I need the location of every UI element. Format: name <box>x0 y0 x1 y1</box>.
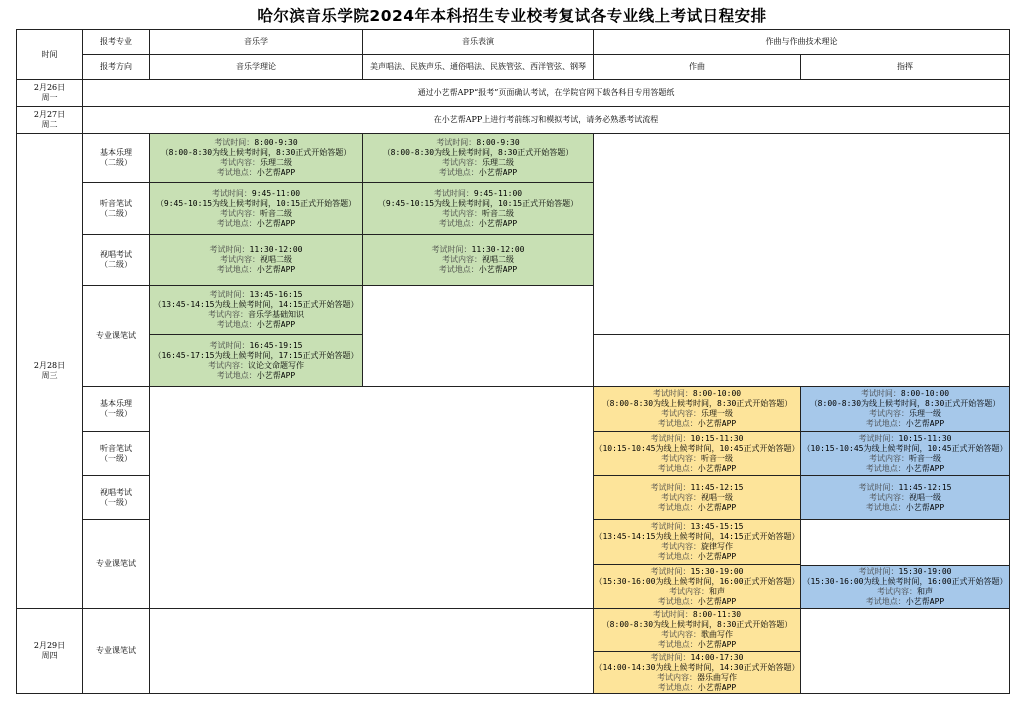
exam-time <box>594 483 800 493</box>
exam-time <box>594 610 800 620</box>
date: 2月28日 <box>33 361 66 370</box>
exam-detail <box>150 199 362 209</box>
exam-time-value: 15:30-19:00 <box>898 567 952 576</box>
exam-cell <box>594 520 801 565</box>
exam-content-value: 视唱二级 <box>482 255 514 264</box>
exam-time-value: 9:45-11:00 <box>473 188 523 198</box>
exam-time-value: 11:30-12:00 <box>471 245 525 254</box>
exam-place <box>594 552 800 562</box>
exam-time <box>594 434 800 444</box>
exam-detail-value: （13:45-14:15为线上候考时间，14:15正式开始答题） <box>594 532 800 541</box>
exam-place-label: 考试地点： <box>657 419 698 428</box>
exam-detail <box>594 399 800 409</box>
exam-time-label: 考试时间： <box>650 652 691 662</box>
exam-detail <box>594 620 800 630</box>
exam-detail-value: （13:45-14:15为线上候考时间，14:15正式开始答题） <box>153 300 359 309</box>
exam-place <box>363 265 593 275</box>
weekday: 周一 <box>41 93 58 102</box>
exam-place-value: 小艺帮APP <box>256 168 296 177</box>
exam-place <box>594 683 800 693</box>
exam-place-value: 小艺帮APP <box>478 218 518 228</box>
empty-cell <box>801 609 1010 694</box>
exam-content-label: 考试内容： <box>661 453 701 463</box>
exam-content-value: 乐理二级 <box>260 158 292 167</box>
exam-content-value: 旋律写作 <box>701 542 733 551</box>
exam-content-label: 考试内容： <box>869 453 909 463</box>
exam-content <box>801 493 1009 503</box>
exam-place <box>594 597 800 607</box>
exam-time <box>594 567 800 577</box>
exam-content-label: 考试内容： <box>661 492 701 502</box>
exam-time <box>801 567 1009 577</box>
exam-content-value: 乐理二级 <box>482 158 514 167</box>
exam-time-value: 13:45-16:15 <box>249 290 303 299</box>
header-major-music-studies: 音乐学 <box>150 30 363 55</box>
exam-cell <box>363 235 594 286</box>
header-time: 时间 <box>17 30 83 80</box>
exam-time-value: 14:00-17:30 <box>690 652 744 662</box>
exam-place-value: 小艺帮APP <box>697 463 737 473</box>
exam-cell <box>594 609 801 652</box>
exam-time-value: 10:15-11:30 <box>690 433 744 443</box>
exam-time-label: 考试时间： <box>214 138 255 147</box>
exam-time-label: 考试时间： <box>209 340 250 350</box>
exam-time-label: 考试时间： <box>858 482 899 492</box>
exam-time-value: 15:30-19:00 <box>690 566 744 576</box>
exam-content <box>594 454 800 464</box>
exam-place <box>594 419 800 429</box>
exam-place-value: 小艺帮APP <box>697 596 737 606</box>
exam-time-value: 9:45-11:00 <box>251 188 301 198</box>
schedule-table <box>16 29 1010 694</box>
exam-detail-value: （8:00-8:30为线上候考时间，8:30正式开始答题） <box>809 399 1001 408</box>
exam-place-label: 考试地点： <box>657 552 698 561</box>
exam-content-value: 听音一级 <box>701 453 733 463</box>
exam-content-label: 考试内容： <box>869 492 909 502</box>
exam-detail-value: （8:00-8:30为线上候考时间，8:30正式开始答题） <box>601 620 793 629</box>
exam-place <box>801 503 1009 513</box>
exam-detail-value: （9:45-10:15为线上候考时间，10:15正式开始答题） <box>155 198 357 208</box>
exam-cell <box>801 476 1010 520</box>
exam-place-value: 小艺帮APP <box>478 168 518 177</box>
exam-detail <box>363 199 593 209</box>
exam-cell <box>801 566 1010 609</box>
exam-place <box>594 464 800 474</box>
exam-content <box>363 209 593 219</box>
exam-place-label: 考试地点： <box>657 463 698 473</box>
date-cell-feb28 <box>17 134 83 609</box>
exam-detail-value: （14:00-14:30为线上候考时间，14:30正式开始答题） <box>594 662 800 672</box>
exam-time-label: 考试时间： <box>858 433 899 443</box>
exam-detail-value: （9:45-10:15为线上候考时间，10:15正式开始答题） <box>377 198 579 208</box>
exam-content-value: 听音二级 <box>482 208 514 218</box>
exam-content-value: 视唱二级 <box>260 255 292 264</box>
exam-content <box>594 409 800 419</box>
exam-content-label: 考试内容： <box>661 409 701 418</box>
exam-detail <box>594 532 800 542</box>
exam-time-value: 8:00-9:30 <box>476 138 520 147</box>
exam-content-label: 考试内容： <box>661 542 701 551</box>
exam-time <box>150 189 362 199</box>
exam-time-value: 16:45-19:15 <box>249 340 303 350</box>
exam-time-label: 考试时间： <box>860 389 901 398</box>
exam-detail <box>150 351 362 361</box>
exam-place <box>150 320 362 330</box>
subject-basic-theory-l1: 基本乐理 （一级） <box>83 387 150 432</box>
empty-cell <box>363 286 594 387</box>
exam-time-label: 考试时间： <box>433 188 474 198</box>
subject-sight-singing-l2: 视唱考试 （二级） <box>83 235 150 286</box>
date: 2月26日 <box>33 83 66 92</box>
exam-content-label: 考试内容： <box>220 158 260 167</box>
exam-cell <box>150 286 363 335</box>
exam-cell <box>801 387 1010 432</box>
exam-place-label: 考试地点： <box>865 463 906 473</box>
exam-time-value: 10:15-11:30 <box>898 433 952 443</box>
exam-time-label: 考试时间： <box>650 522 691 531</box>
exam-detail <box>801 577 1009 587</box>
exam-cell <box>801 432 1010 476</box>
exam-place-label: 考试地点： <box>657 596 698 606</box>
exam-cell <box>150 183 363 235</box>
exam-place-value: 小艺帮APP <box>697 552 737 561</box>
exam-cell <box>594 565 801 609</box>
exam-time <box>150 341 362 351</box>
exam-content <box>363 158 593 168</box>
exam-content <box>363 255 593 265</box>
exam-place <box>594 503 800 513</box>
exam-content-label: 考试内容： <box>869 409 909 418</box>
exam-content-value: 视唱一级 <box>909 492 941 502</box>
exam-time <box>363 245 593 255</box>
exam-detail <box>594 444 800 454</box>
exam-place-label: 考试地点： <box>865 597 906 606</box>
exam-content <box>150 158 362 168</box>
exam-content <box>801 454 1009 464</box>
exam-content-value: 器乐曲写作 <box>697 672 737 682</box>
exam-place <box>150 265 362 275</box>
empty-cell <box>594 134 1010 335</box>
exam-cell <box>594 387 801 432</box>
exam-time <box>150 290 362 300</box>
exam-time-label: 考试时间： <box>650 433 691 443</box>
subject-basic-theory-l2: 基本乐理 （二级） <box>83 134 150 183</box>
exam-time-value: 11:45-12:15 <box>898 482 952 492</box>
exam-place <box>363 219 593 229</box>
exam-cell <box>150 335 363 387</box>
exam-place <box>150 371 362 381</box>
exam-place-label: 考试地点： <box>438 168 479 177</box>
exam-cell <box>363 183 594 235</box>
exam-content-label: 考试内容： <box>877 587 917 596</box>
exam-detail <box>150 148 362 158</box>
exam-content-value: 听音二级 <box>260 208 292 218</box>
header-major-composition: 作曲与作曲技术理论 <box>594 30 1010 55</box>
exam-content-value: 议论文命题写作 <box>248 360 304 370</box>
exam-content <box>150 310 362 320</box>
exam-time-label: 考试时间： <box>858 567 899 576</box>
header-direction-label: 报考方向 <box>83 55 150 80</box>
header-direction-theory: 音乐学理论 <box>150 55 363 80</box>
exam-content <box>801 587 1009 597</box>
exam-content-label: 考试内容： <box>220 208 260 218</box>
exam-content-value: 乐理一级 <box>701 409 733 418</box>
exam-content-label: 考试内容： <box>220 255 260 264</box>
weekday: 周四 <box>41 651 58 660</box>
date-cell-feb29 <box>17 609 83 694</box>
exam-time-value: 13:45-15:15 <box>690 522 744 531</box>
exam-place-label: 考试地点： <box>657 640 698 649</box>
exam-place-label: 考试地点： <box>216 265 257 274</box>
exam-time-label: 考试时间： <box>652 389 693 398</box>
exam-content-value: 视唱一级 <box>701 492 733 502</box>
exam-place <box>801 419 1009 429</box>
exam-place-label: 考试地点： <box>438 265 479 274</box>
exam-content-value: 和声 <box>709 586 725 596</box>
subject-written-exam: 专业课笔试 <box>83 286 150 387</box>
exam-time-label: 考试时间： <box>211 188 252 198</box>
exam-place-value: 小艺帮APP <box>905 463 945 473</box>
empty-cell <box>150 609 594 694</box>
exam-detail-value: （16:45-17:15为线上候考时间，17:15正式开始答题） <box>153 350 359 360</box>
exam-content <box>150 361 362 371</box>
exam-content-value: 听音一级 <box>909 453 941 463</box>
exam-content-label: 考试内容： <box>442 255 482 264</box>
exam-place-value: 小艺帮APP <box>905 419 945 428</box>
exam-time-label: 考试时间： <box>650 566 691 576</box>
subject-ear-training-l1: 听音笔试 （一级） <box>83 432 150 476</box>
exam-content-value: 歌曲写作 <box>701 630 733 639</box>
exam-place <box>801 597 1009 607</box>
empty-cell <box>594 335 1010 387</box>
exam-place-value: 小艺帮APP <box>905 502 945 512</box>
exam-cell <box>594 476 801 520</box>
exam-place-label: 考试地点： <box>438 218 479 228</box>
empty-cell <box>801 520 1010 566</box>
exam-content <box>150 255 362 265</box>
exam-content-label: 考试内容： <box>208 310 248 319</box>
header-direction-composition: 作曲 <box>594 55 801 80</box>
exam-time-value: 11:45-12:15 <box>690 482 744 492</box>
exam-place-label: 考试地点： <box>216 168 257 177</box>
exam-place-label: 考试地点： <box>216 218 257 228</box>
exam-place-value: 小艺帮APP <box>478 265 518 274</box>
date-cell-feb27 <box>17 107 83 134</box>
exam-place-value: 小艺帮APP <box>256 265 296 274</box>
exam-cell <box>363 134 594 183</box>
exam-time <box>801 483 1009 493</box>
exam-place <box>801 464 1009 474</box>
exam-content-label: 考试内容： <box>657 672 697 682</box>
exam-time <box>801 389 1009 399</box>
exam-time-label: 考试时间： <box>431 245 472 254</box>
exam-detail <box>801 399 1009 409</box>
exam-content-label: 考试内容： <box>442 208 482 218</box>
exam-place-value: 小艺帮APP <box>905 597 945 606</box>
exam-content-value: 音乐学基础知识 <box>248 310 304 319</box>
exam-place-value: 小艺帮APP <box>697 419 737 428</box>
exam-time-value: 8:00-10:00 <box>692 389 742 398</box>
exam-place <box>150 168 362 178</box>
exam-detail <box>594 663 800 673</box>
exam-time-value: 8:00-10:00 <box>900 389 950 398</box>
subject-written-exam: 专业课笔试 <box>83 609 150 694</box>
exam-detail-value: （10:15-10:45为线上候考时间，10:45正式开始答题） <box>594 443 800 453</box>
exam-content <box>594 673 800 683</box>
exam-detail-value: （15:30-16:00为线上候考时间，16:00正式开始答题） <box>802 577 1008 586</box>
exam-place <box>594 640 800 650</box>
exam-time <box>594 522 800 532</box>
exam-content <box>594 542 800 552</box>
date-cell-feb26 <box>17 80 83 107</box>
header-direction-performance: 美声唱法、民族声乐、通俗唱法、民族管弦、西洋管弦、钢琴 <box>363 55 594 80</box>
exam-detail <box>801 444 1009 454</box>
exam-detail-value: （8:00-8:30为线上候考时间，8:30正式开始答题） <box>160 148 352 157</box>
exam-place-label: 考试地点： <box>216 370 257 380</box>
exam-time-label: 考试时间： <box>650 482 691 492</box>
exam-time <box>363 138 593 148</box>
exam-content-label: 考试内容： <box>442 158 482 167</box>
exam-time <box>150 245 362 255</box>
exam-place <box>363 168 593 178</box>
exam-content-value: 乐理一级 <box>909 409 941 418</box>
exam-time <box>801 434 1009 444</box>
header-major-label: 报考专业 <box>83 30 150 55</box>
exam-time <box>150 138 362 148</box>
weekday: 周三 <box>41 371 58 380</box>
exam-cell <box>150 235 363 286</box>
exam-content <box>594 630 800 640</box>
date: 2月29日 <box>33 641 66 650</box>
exam-content-label: 考试内容： <box>208 360 248 370</box>
weekday: 周二 <box>41 120 58 129</box>
exam-cell <box>594 652 801 694</box>
exam-time-value: 8:00-9:30 <box>254 138 298 147</box>
date: 2月27日 <box>33 110 66 119</box>
exam-detail-value: （10:15-10:45为线上候考时间，10:45正式开始答题） <box>802 443 1008 453</box>
subject-sight-singing-l1: 视唱考试 （一级） <box>83 476 150 520</box>
exam-content <box>594 587 800 597</box>
exam-content <box>150 209 362 219</box>
exam-cell <box>594 432 801 476</box>
exam-time-value: 11:30-12:00 <box>249 245 303 254</box>
exam-time <box>594 653 800 663</box>
exam-time-value: 8:00-11:30 <box>692 610 742 619</box>
header-direction-conducting: 指挥 <box>801 55 1010 80</box>
exam-place-value: 小艺帮APP <box>697 682 737 692</box>
exam-place-value: 小艺帮APP <box>256 218 296 228</box>
note-feb27: 在小艺帮APP上进行考前练习和模拟考试，请务必熟悉考试流程 <box>83 107 1010 134</box>
page-title: 哈尔滨音乐学院2024年本科招生专业校考复试各专业线上考试日程安排 <box>257 7 767 25</box>
exam-time <box>363 189 593 199</box>
exam-place-label: 考试地点： <box>865 419 906 428</box>
exam-detail-value: （8:00-8:30为线上候考时间，8:30正式开始答题） <box>601 399 793 408</box>
exam-place-value: 小艺帮APP <box>256 370 296 380</box>
exam-detail <box>363 148 593 158</box>
exam-content-label: 考试内容： <box>669 586 709 596</box>
exam-place-label: 考试地点： <box>865 502 906 512</box>
note-feb26: 通过小艺帮APP“报考”页面确认考试，在学院官网下载各科目专用答题纸 <box>83 80 1010 107</box>
subject-ear-training-l2: 听音笔试 （二级） <box>83 183 150 235</box>
exam-content <box>801 409 1009 419</box>
exam-place-label: 考试地点： <box>657 502 698 512</box>
exam-time-label: 考试时间： <box>436 138 477 147</box>
exam-time-label: 考试时间： <box>209 245 250 254</box>
exam-time <box>594 389 800 399</box>
exam-content <box>594 493 800 503</box>
exam-place-value: 小艺帮APP <box>697 502 737 512</box>
exam-time-label: 考试时间： <box>652 610 693 619</box>
exam-detail-value: （8:00-8:30为线上候考时间，8:30正式开始答题） <box>382 148 574 157</box>
exam-detail <box>150 300 362 310</box>
exam-place-label: 考试地点： <box>216 320 257 329</box>
exam-cell <box>150 134 363 183</box>
exam-place-value: 小艺帮APP <box>256 320 296 329</box>
exam-time-label: 考试时间： <box>209 290 250 299</box>
exam-detail-value: （15:30-16:00为线上候考时间，16:00正式开始答题） <box>594 576 800 586</box>
exam-place <box>150 219 362 229</box>
exam-place-value: 小艺帮APP <box>697 640 737 649</box>
empty-cell <box>150 387 594 609</box>
subject-written-exam: 专业课笔试 <box>83 520 150 609</box>
exam-detail <box>594 577 800 587</box>
exam-place-label: 考试地点： <box>657 682 698 692</box>
header-major-performance: 音乐表演 <box>363 30 594 55</box>
exam-content-label: 考试内容： <box>661 630 701 639</box>
exam-content-value: 和声 <box>917 587 933 596</box>
